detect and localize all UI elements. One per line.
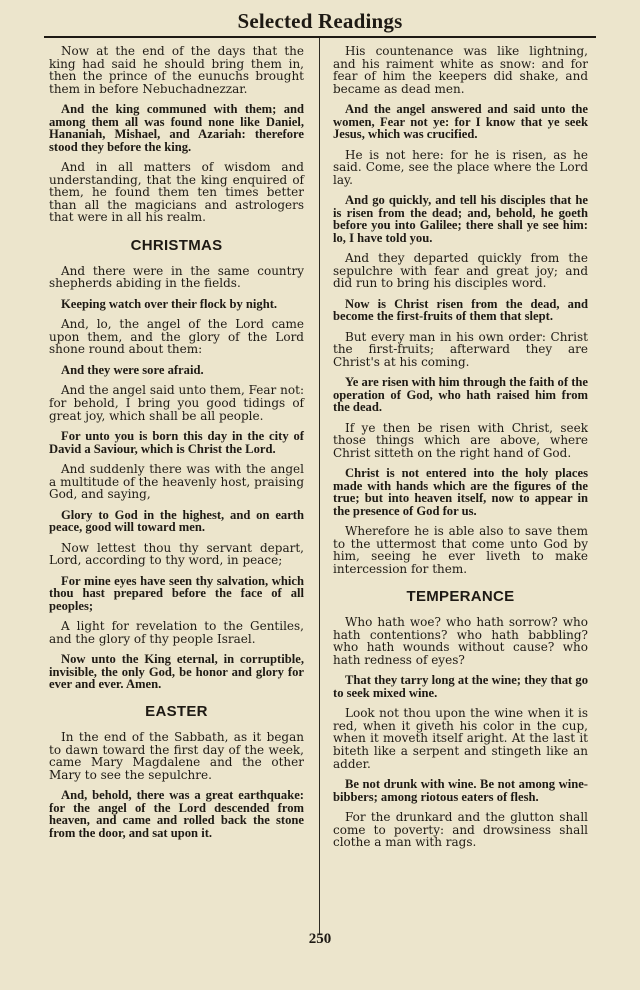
- response-paragraph: Glory to God in the highest, and on earth peace, good will toward men.: [49, 507, 304, 535]
- page-number: 250: [308, 931, 332, 947]
- column-divider: [319, 38, 320, 934]
- page-header: [0, 6, 640, 36]
- response-paragraph: And they were sore afraid.: [61, 362, 204, 377]
- reading-paragraph: Now at the end of the days that the king had said he should bring them in, then the prince of the eunuchs brought them in before Nebuchadnezzar.: [49, 44, 304, 96]
- reading-paragraph: And they departed quickly from the sepulchre with fear and great joy; and did run to bring his disciples word.: [333, 251, 588, 291]
- reading-paragraph: His countenance was like lightning, and his raiment white as snow: and for fear of him the keepers did shake, and became as dead men.: [333, 44, 588, 96]
- reading-paragraph: Wherefore he is able also to save them to the uttermost that come unto God by him, seeing he ever liveth to make intercession for them.: [333, 524, 588, 576]
- response-paragraph: Now is Christ risen from the dead, and become the first-fruits of them that slept.: [333, 296, 588, 324]
- reading-paragraph: But every man in his own order: Christ the first-fruits; afterward they are Christ's at his coming.: [333, 329, 588, 369]
- response-paragraph: And, behold, there was a great earthquake: for the angel of the Lord descended from heaven, and came and rolled back the stone from the door, and sat upon it.: [49, 788, 304, 840]
- response-paragraph: Now unto the King eternal, in corruptible, invisible, the only God, be honor and glory for ever and ever. Amen.: [49, 652, 304, 691]
- reading-paragraph: And the angel said unto them, Fear not: for behold, I bring you good tidings of great joy, which shall be all people.: [49, 383, 304, 423]
- response-paragraph: Christ is not entered into the holy places made with hands which are the figures of the true; but into heaven itself, now to appear in the presence of God for us.: [333, 466, 588, 518]
- reading-paragraph: And, lo, the angel of the Lord came upon them, and the glory of the Lord shone round about them:: [49, 317, 304, 357]
- response-paragraph: For mine eyes have seen thy salvation, which thou hast prepared before the face of all peoples;: [49, 573, 304, 613]
- reading-paragraph: He is not here: for he is risen, as he said. Come, see the place where the Lord lay.: [333, 147, 588, 187]
- response-paragraph: And the king communed with them; and among them all was found none like Daniel, Hananiah, Mishael, and Azariah: therefore stood they before the king.: [49, 102, 304, 154]
- section-heading-temperance: TEMPERANCE: [406, 588, 515, 606]
- response-paragraph: And the angel answered and said unto the women, Fear not ye: for I know that ye seek Jesus, which was crucified.: [333, 102, 588, 142]
- reading-paragraph: Look not thou upon the wine when it is red, when it giveth his color in the cup, when it moveth itself aright. At the last it biteth like a serpent and stingeth like an adder.: [333, 706, 588, 771]
- reading-paragraph: And suddenly there was with the angel a multitude of the heavenly host, praising God, and saying,: [49, 461, 304, 502]
- response-paragraph: That they tarry long at the wine; they that go to seek mixed wine.: [333, 673, 588, 700]
- reading-paragraph: For the drunkard and the glutton shall come to poverty: and drowsiness shall clothe a man with rags.: [333, 809, 588, 850]
- section-heading-easter: EASTER: [145, 703, 208, 721]
- page-title: Selected Readings: [237, 9, 403, 33]
- reading-paragraph: And in all matters of wisdom and understanding, that the king enquired of them, he found them ten times better than all the magicians and astrologers that were in all his realm.: [49, 160, 304, 225]
- response-paragraph: For unto you is born this day in the city of David a Saviour, which is Christ the Lord.: [49, 429, 304, 456]
- response-paragraph: And go quickly, and tell his disciples that he is risen from the dead; and, behold, he goeth before you into Galilee; there shall ye see him: lo, I have told you.: [333, 193, 588, 245]
- reading-paragraph: And there were in the same country shepherds abiding in the fields.: [49, 263, 304, 291]
- section-heading-christmas: CHRISTMAS: [130, 236, 223, 254]
- response-paragraph: Be not drunk with wine. Be not among wine-bibbers; among riotous eaters of flesh.: [333, 777, 588, 804]
- reading-paragraph: A light for revelation to the Gentiles, and the glory of thy people Israel.: [49, 618, 304, 646]
- reading-paragraph: Who hath woe? who hath sorrow? who hath contentions? who hath babbling? who hath wounds without cause? who hath redness of eyes?: [333, 614, 588, 667]
- reading-paragraph: Now lettest thou thy servant depart, Lord, according to thy word, in peace;: [49, 540, 304, 568]
- right-column: [333, 45, 588, 857]
- header-rule: [44, 36, 596, 38]
- reading-paragraph: If ye then be risen with Christ, seek those things which are above, where Christ sitteth on the right hand of God.: [333, 420, 588, 460]
- left-column: [49, 45, 304, 847]
- response-paragraph: Keeping watch over their flock by night.: [61, 296, 278, 311]
- response-paragraph: Ye are risen with him through the faith of the operation of God, who hath raised him from the dead.: [333, 375, 588, 415]
- reading-paragraph: In the end of the Sabbath, as it began to dawn toward the first day of the week, came Mary Magdalene and the other Mary to see the sepulchre.: [49, 729, 304, 782]
